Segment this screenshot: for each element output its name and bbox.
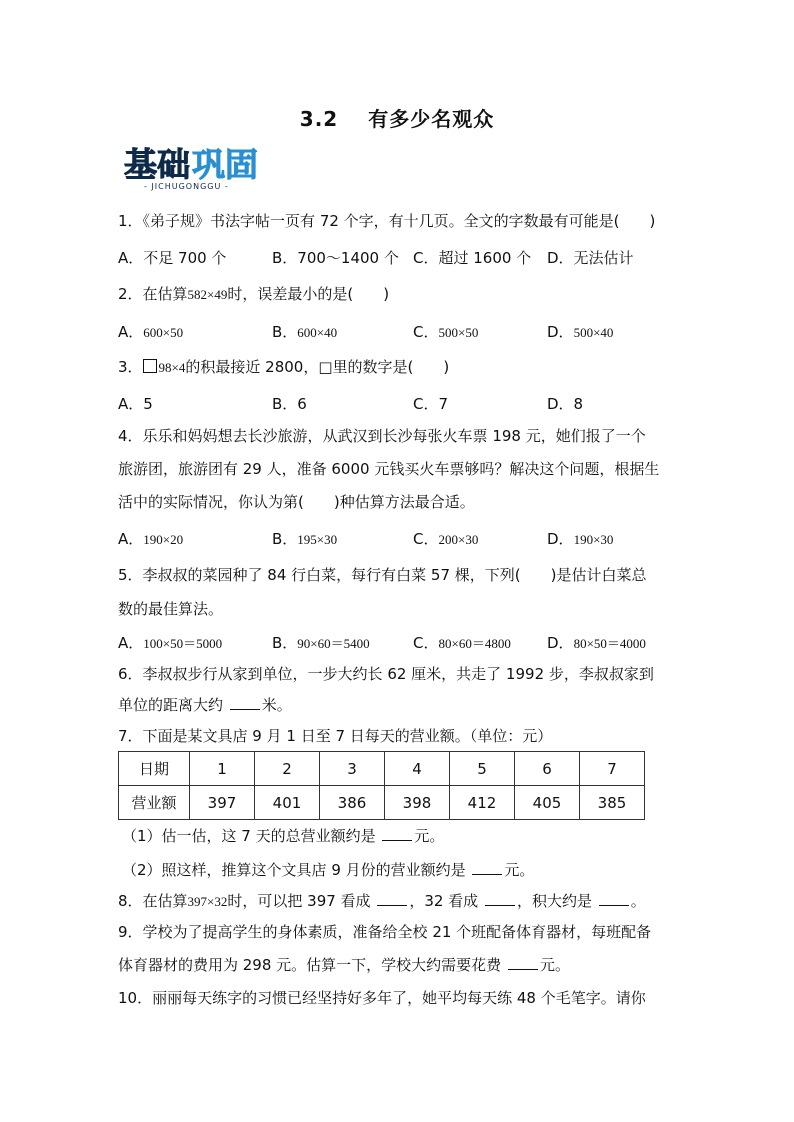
q1-option-c[interactable]: C．超过 1600 个	[413, 249, 532, 267]
table-cell: 401	[255, 786, 320, 820]
table-cell: 营业额	[119, 786, 190, 820]
q5-line-1: 5．李叔叔的菜园种了 84 行白菜，每行有白菜 57 棵，下列( )是估计白菜总	[118, 566, 647, 584]
q7-2-answer-blank[interactable]	[472, 860, 502, 875]
svg-text:基础: 基础	[124, 145, 190, 184]
answer-box-icon	[143, 359, 157, 373]
q1-option-a[interactable]: A．不足 700 个	[118, 249, 227, 267]
q4-line-1: 4．乐乐和妈妈想去长沙旅游，从武汉到长沙每张火车票 198 元，她们报了一个	[118, 427, 646, 445]
title-number: 3.2	[299, 107, 339, 131]
table-cell: 405	[515, 786, 580, 820]
table-header-cell: 2	[255, 752, 320, 786]
q3-text: 3． 98×4的积最接近 2800，□里的数字是( )	[118, 358, 450, 376]
table-row	[119, 752, 645, 786]
table-header-cell: 日期	[119, 752, 190, 786]
table-header-cell: 3	[320, 752, 385, 786]
q7-text: 7．下面是某文具店 9 月 1 日至 7 日每天的营业额。（单位：元）	[118, 727, 553, 745]
q7-1-answer-blank[interactable]	[382, 826, 412, 841]
q7-subquestion-2: （2）照这样，推算这个文具店 9 月份的营业额约是 元。	[122, 861, 535, 879]
q8-text: 8．在估算397×32时，可以把 397 看成 ，32 看成 ，积大约是 。	[118, 892, 646, 910]
q1-option-d[interactable]: D．无法估计	[547, 249, 634, 267]
table-cell: 386	[320, 786, 385, 820]
q4-option-d[interactable]: D．190×30	[547, 530, 614, 548]
svg-text:巩固: 巩固	[192, 145, 258, 184]
table-header-cell: 1	[190, 752, 255, 786]
title-text: 有多少名观众	[368, 107, 495, 131]
q1-option-b[interactable]: B．700～1400 个	[272, 249, 399, 267]
q9-answer-blank[interactable]	[508, 955, 538, 970]
q6-line-2: 单位的距离大约 米。	[118, 696, 292, 714]
q3-option-c[interactable]: C．7	[413, 395, 449, 413]
q8-answer-blank-1[interactable]	[377, 891, 407, 906]
table-cell: 398	[385, 786, 450, 820]
table-cell: 385	[580, 786, 645, 820]
q2-option-b[interactable]: B．600×40	[272, 323, 338, 341]
q4-option-a[interactable]: A．190×20	[118, 530, 184, 548]
table-header-cell: 7	[580, 752, 645, 786]
q5-line-2: 数的最佳算法。	[118, 600, 224, 618]
table-header-cell: 6	[515, 752, 580, 786]
q4-line-2: 旅游团，旅游团有 29 人，准备 6000 元钱买火车票够吗？解决这个问题，根据生	[118, 460, 660, 478]
q8-answer-blank-3[interactable]	[599, 891, 629, 906]
q5-option-a[interactable]: A．100×50＝5000	[118, 634, 223, 652]
q9-line-1: 9．学校为了提高学生的身体素质，准备给全校 21 个班配备体育器材，每班配备	[118, 923, 652, 941]
q2-option-a[interactable]: A．600×50	[118, 323, 184, 341]
q5-option-b[interactable]: B．90×60＝5400	[272, 634, 370, 652]
table-cell: 397	[190, 786, 255, 820]
q4-line-3: 活中的实际情况，你认为第( )种估算方法最合适。	[118, 493, 475, 511]
q9-line-2: 体育器材的费用为 298 元。估算一下，学校大约需要花费 元。	[118, 956, 570, 974]
q2-option-c[interactable]: C．500×50	[413, 323, 479, 341]
q3-option-a[interactable]: A．5	[118, 395, 153, 413]
q10-line-1: 10．丽丽每天练字的习惯已经坚持好多年了，她平均每天练 48 个毛笔字。请你	[118, 989, 646, 1007]
q5-option-c[interactable]: C．80×60＝4800	[413, 634, 511, 652]
q4-option-c[interactable]: C．200×30	[413, 530, 479, 548]
q1-text: 1．《弟子规》书法字帖一页有 72 个字，有十几页。全文的字数最有可能是( )	[118, 212, 656, 230]
table-cell: 412	[450, 786, 515, 820]
section-logo	[122, 140, 264, 192]
q4-option-b[interactable]: B．195×30	[272, 530, 338, 548]
q2-option-d[interactable]: D．500×40	[547, 323, 614, 341]
q3-option-d[interactable]: D．8	[547, 395, 584, 413]
table-header-cell: 4	[385, 752, 450, 786]
page-title	[0, 103, 794, 132]
q2-text: 2．在估算582×49时，误差最小的是( )	[118, 285, 390, 303]
q3-option-b[interactable]: B．6	[272, 395, 307, 413]
table-header-cell: 5	[450, 752, 515, 786]
q6-line-1: 6．李叔叔步行从家到单位，一步大约长 62 厘米，共走了 1992 步，李叔叔家到	[118, 665, 654, 683]
q5-option-d[interactable]: D．80×50＝4000	[547, 634, 646, 652]
svg-text:- JICHUGONGGU -: - JICHUGONGGU -	[144, 182, 229, 191]
q8-answer-blank-2[interactable]	[485, 891, 515, 906]
sales-table	[118, 751, 645, 820]
q7-subquestion-1: （1）估一估，这 7 天的总营业额约是 元。	[122, 827, 445, 845]
q6-answer-blank[interactable]	[230, 695, 260, 710]
table-row	[119, 786, 645, 820]
